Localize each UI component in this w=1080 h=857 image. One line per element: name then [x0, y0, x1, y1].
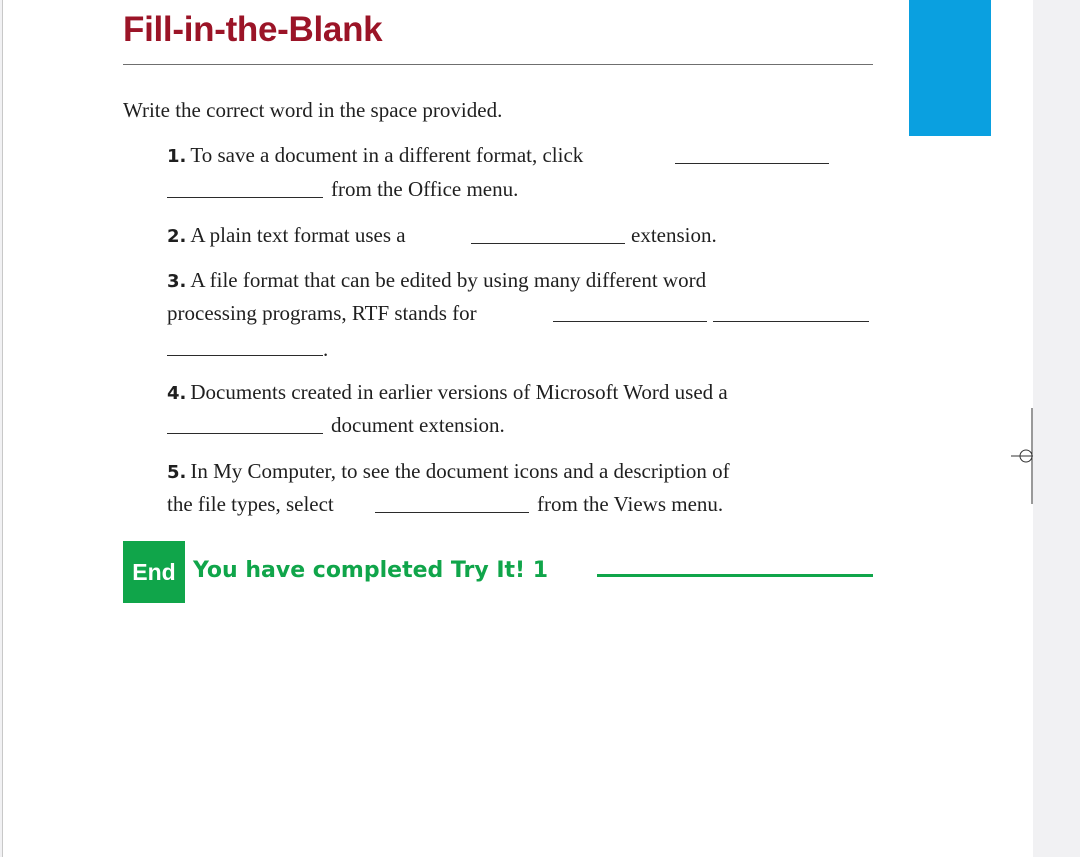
completed-rule	[597, 574, 873, 577]
question-3-line-1	[167, 270, 706, 291]
question-1-number: 1.	[167, 146, 187, 167]
completed-message: You have completed Try It! 1	[193, 558, 549, 583]
instructions: Write the correct word in the space provided.	[123, 98, 503, 122]
question-2-text: A plain text format uses a	[190, 223, 406, 247]
question-5-blank[interactable]	[375, 512, 529, 513]
question-5-line-2: the file types, select	[167, 492, 334, 516]
blue-tab-marker	[909, 0, 991, 136]
question-1-blank-b[interactable]	[167, 197, 323, 198]
question-2-blank[interactable]	[471, 243, 625, 244]
worksheet-page	[2, 0, 1033, 857]
question-5-number: 5.	[167, 462, 187, 483]
question-4-number: 4.	[167, 383, 187, 404]
question-5-line-1	[167, 461, 730, 482]
question-2-after: extension.	[631, 223, 717, 247]
end-badge: End	[123, 541, 185, 603]
question-3-period: .	[323, 337, 329, 361]
question-4-line-2: document extension.	[331, 413, 505, 437]
question-4-line-1	[167, 382, 728, 403]
question-1-line-1	[167, 145, 583, 166]
question-5-text: In My Computer, to see the document icons and a description of	[190, 459, 730, 483]
title-divider	[123, 64, 873, 65]
question-3-text: A file format that can be edited by using many different word	[190, 268, 707, 292]
question-1-text: To save a document in a different format, click	[190, 143, 584, 167]
registration-crop-mark-icon	[1009, 408, 1033, 504]
question-1-blank-a[interactable]	[675, 163, 829, 164]
question-3-blank-b[interactable]	[713, 321, 869, 322]
question-3-number: 3.	[167, 271, 187, 292]
question-2-line-1	[167, 225, 406, 246]
question-3-blank-c[interactable]	[167, 355, 323, 356]
question-1-line-2: from the Office menu.	[331, 177, 519, 201]
question-3-blank-a[interactable]	[553, 321, 707, 322]
question-5-after: from the Views menu.	[537, 492, 724, 516]
question-3-line-2: processing programs, RTF stands for	[167, 301, 477, 325]
question-2-number: 2.	[167, 226, 187, 247]
question-4-text: Documents created in earlier versions of Microsoft Word used a	[190, 380, 728, 404]
page-title: Fill-in-the-Blank	[123, 10, 383, 49]
question-4-blank[interactable]	[167, 433, 323, 434]
